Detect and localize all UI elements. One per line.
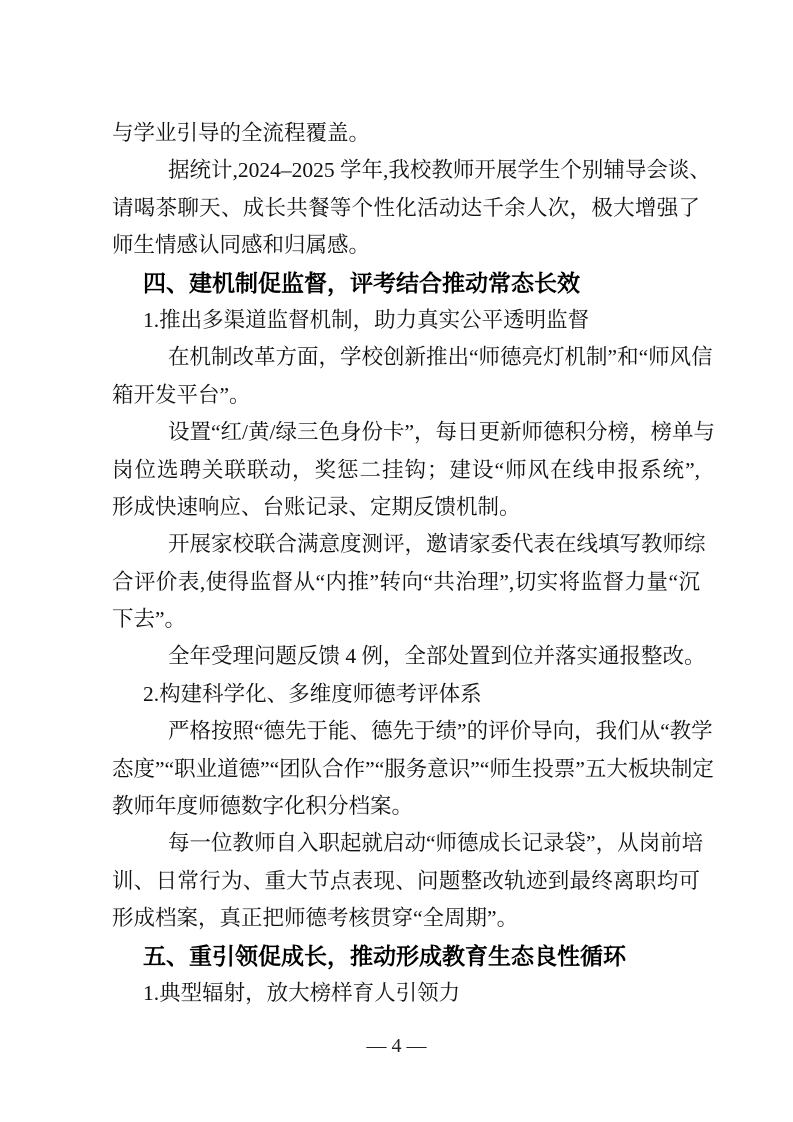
text-line: 开展家校联合满意度测评，邀请家委代表在线填写教师综: [168, 532, 706, 557]
subsection-heading: 1.典型辐射，放大榜样育人引领力: [143, 980, 461, 1005]
section-heading: 四、建机制促监督，评考结合推动常态长效: [143, 269, 580, 296]
section-heading: 五、重引领促成长，推动形成教育生态良性循环: [143, 942, 626, 969]
text-line: 设置“红/黄/绿三色身份卡”，每日更新师德积分榜，榜单与: [168, 420, 716, 445]
text-line: 形成快速响应、台账记录、定期反馈机制。: [112, 494, 521, 519]
subsection-heading: 1.推出多渠道监督机制，助力真实公平透明监督: [143, 307, 590, 332]
text-line: 与学业引导的全流程覆盖。: [112, 121, 371, 145]
text-line: 严格按照“德先于能、德先于绩”的评价导向，我们从“教学: [168, 719, 713, 744]
page-number: — 4 —: [366, 1035, 427, 1057]
text-line: 形成档案，真正把师德考核贯穿“全周期”。: [112, 906, 519, 931]
text-line: 每一位教师自入职起就启动“师德成长记录袋”，从岗前培: [168, 831, 704, 856]
text-line: 据统计,2024–2025 学年,我校教师开展学生个别辅导会谈、: [168, 158, 711, 183]
text-line: 态度”“职业道德”“团队合作”“服务意识”“师生投票”五大板块制定: [112, 756, 714, 781]
text-line: 请喝茶聊天、成长共餐等个性化活动达千余人次，极大增强了: [112, 195, 700, 220]
text-line: 师生情感认同感和归属感。: [112, 233, 371, 258]
text-line: 合评价表,使得监督从“内推”转向“共治理”,切实将监督力量“沉: [112, 569, 700, 594]
text-line: 训、日常行为、重大节点表现、问题整改轨迹到最终离职均可: [112, 868, 700, 893]
subsection-heading: 2.构建科学化、多维度师德考评体系: [143, 681, 482, 706]
text-line: 箱开发平台”。: [112, 382, 251, 407]
text-line: 岗位选聘关联联动，奖惩二挂钩；建设“师风在线申报系统”,: [112, 457, 700, 482]
text-line: 在机制改革方面，学校创新推出“师德亮灯机制”和“师风信: [168, 345, 713, 370]
text-line: 全年受理问题反馈 4 例，全部处置到位并落实通报整改。: [168, 644, 706, 669]
text-line: 下去”。: [112, 607, 187, 632]
text-line: 教师年度师德数字化积分档案。: [112, 794, 414, 819]
